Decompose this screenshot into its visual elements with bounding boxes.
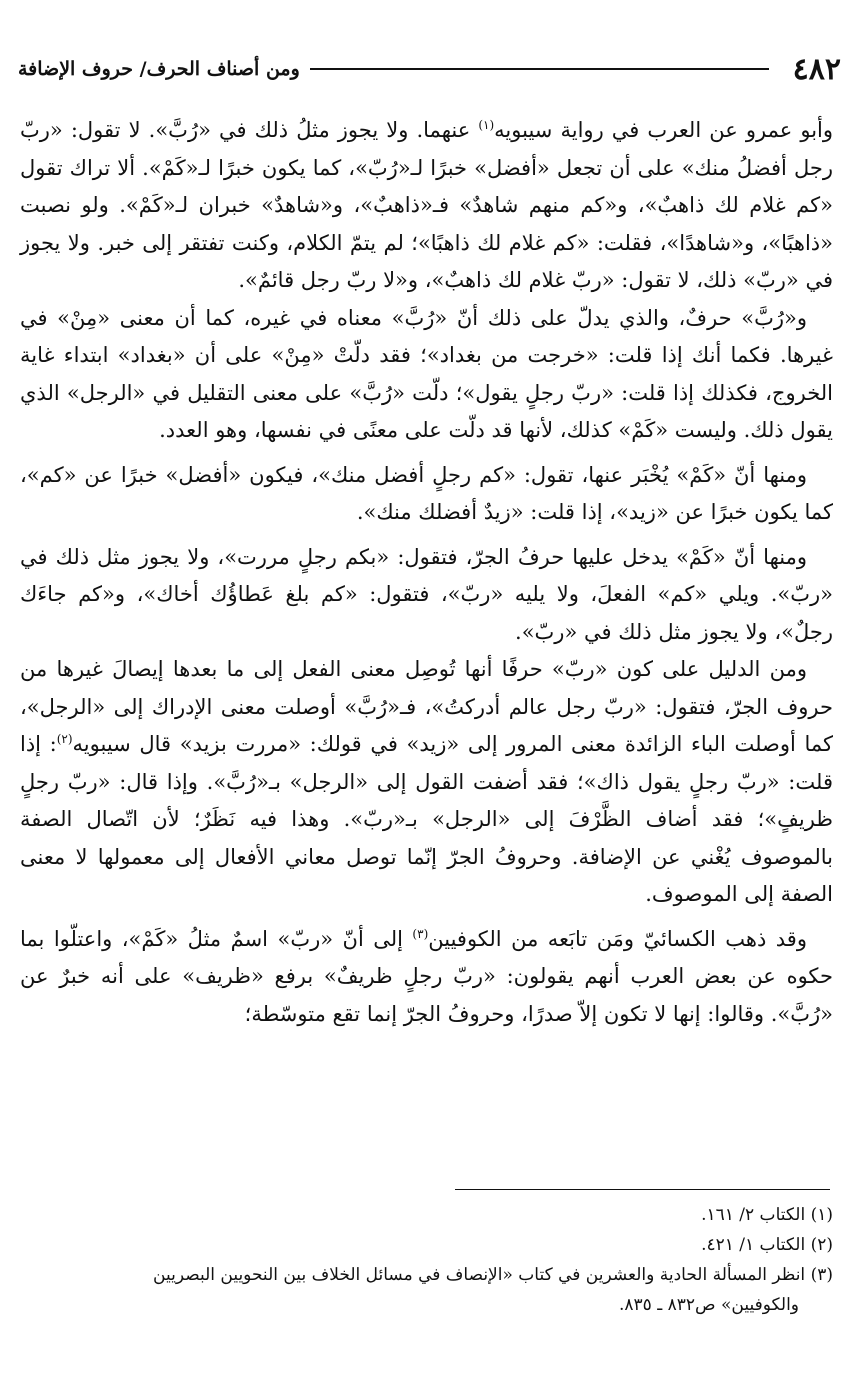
main-text <box>20 112 833 1033</box>
footnote-3: (٣) انظر المسألة الحادية والعشرين في كتاب «الإنصاف في مسائل الخلاف بين النحويين البصريين <box>153 1265 833 1285</box>
footnote-1: (١) الكتاب ٢/ ١٦١. <box>701 1205 833 1225</box>
paragraph-2: و«رُبَّ» حرفٌ، والذي يدلّ على ذلك أنّ «رُبَّ» معناه في غيره، كما أن معنى «مِنْ» في غيرها. فكما أنك إذا قلت: «خرجت من بغداد»؛ فقد دلّتْ «مِنْ» على أن «بغداد» ابتداء غاية الخروج، فكذلك إذا قلت: «ربّ رجلٍ يقول»؛ دلّت «رُبَّ» على معنى التقليل في «الرجل» الذي يقول ذلك. وليست «كَمْ» كذلك، لأنها قد دلّت على معنًى في نفسها، وهو العدد. <box>20 305 833 442</box>
footnotes <box>20 1200 833 1320</box>
running-header <box>18 52 841 86</box>
footnote-ref-2[interactable]: (٢) <box>56 732 73 746</box>
paragraph-3: ومنها أنّ «كَمْ» يُخْبَر عنها، تقول: «كم رجلٍ أفضل منك»، فيكون «أفضل» خبرًا عن «كم»، كما يكون خبرًا عن «زيد»، إذا قلت: «زيدٌ أفضلك منك». <box>20 462 833 524</box>
paragraph-1: وأبو عمرو عن العرب في رواية سيبويه$^{(١)}$ عنهما. ولا يجوز مثلُ ذلك في «رُبَّ». لا تقول: «ربّ رجل أفضلُ منك» على أن تجعل «أفضل» خبرًا لـ«رُبّ»، كما يكون خبرًا لـ«كَمْ». ألا تراك تقول «كم غلام لك ذاهبٌ»، و«كم منهم شاهدٌ» فـ«ذاهبٌ»، و«شاهدٌ» خبران لـ«كَمْ». ولو نصبت «ذاهبًا»، و«شاهدًا»، فقلت: «كم غلام لك ذاهبًا»؛ لم يتمّ الكلام، وكنت تفتقر إلى خبر. ولا يجوز في «ربّ» ذلك، لا تقول: «ربّ غلام لك ذاهبٌ»، و«لا ربّ رجل قائمٌ». <box>20 118 834 292</box>
paragraph-4: ومنها أنّ «كَمْ» يدخل عليها حرفُ الجرّ، فتقول: «بكم رجلٍ مررت»، ولا يجوز مثل ذلك في «ربّ». ويلي «كم» الفعلَ، ولا يليه «ربّ»، فتقول: «كم بلغ عَطاؤُك أخاك»، و«كم جاءَك رجلٌ»، ولا يجوز مثل ذلك في «ربّ». <box>20 544 833 644</box>
paragraph-5: ومن الدليل على كون «ربّ» حرفًا أنها تُوصِل معنى الفعل إلى ما بعدها إيصالَ غيرها من حروف الجرّ، فتقول: «ربّ رجل عالم أدركتُ»، فـ«رُبَّ» أوصلت معنى الإدراك إلى «الرجل»، كما أوصلت الباء الزائدة معنى المرور إلى «زيد» في قولك: «مررت بزيد» قال سيبويه$^{(٢)}$: إذا قلت: «ربّ رجلٍ يقول ذاك»؛ فقد أضفت القول إلى «الرجل» بـ«رُبَّ». وإذا قال: «ربّ رجلٍ ظريفٍ»؛ فقد أضاف الظَّرْفَ إلى «الرجل» بـ«ربّ». وهذا فيه نَظَرٌ؛ لأن اتّصال الصفة بالموصوف يُغْني عن الإضافة. وحروفُ الجرّ إنّما توصل معاني الأفعال إلى معمولها لا معنى الصفة إلى الموصوف. <box>20 657 833 906</box>
footnote-ref-1[interactable]: (١) <box>478 118 495 132</box>
paragraph-6: وقد ذهب الكسائيّ ومَن تابَعه من الكوفيين$^{(٣)}$ إلى أنّ «ربّ» اسمٌ مثلُ «كَمْ»، واعتلّوا بما حكوه عن بعض العرب أنهم يقولون: «ربّ رجلٍ ظريفٌ» برفع «ظريف» على أنه خبرٌ عن «رُبَّ». وقالوا: إنها لا تكون إلاّ صدرًا، وحروفُ الجرّ إنما تقع متوسّطة؛ <box>20 926 833 1026</box>
header-rule <box>310 68 769 70</box>
chapter-title: ومن أصناف الحرف/ حروف الإضافة <box>18 58 300 80</box>
footnote-3-continuation: والكوفيين» ص٨٣٢ ـ ٨٣٥. <box>619 1295 799 1315</box>
footnote-separator <box>455 1189 830 1190</box>
page-number: ٤٨٢ <box>792 51 841 87</box>
footnote-ref-3[interactable]: (٣) <box>412 926 429 941</box>
footnote-2: (٢) الكتاب ١/ ٤٢١. <box>701 1235 833 1255</box>
